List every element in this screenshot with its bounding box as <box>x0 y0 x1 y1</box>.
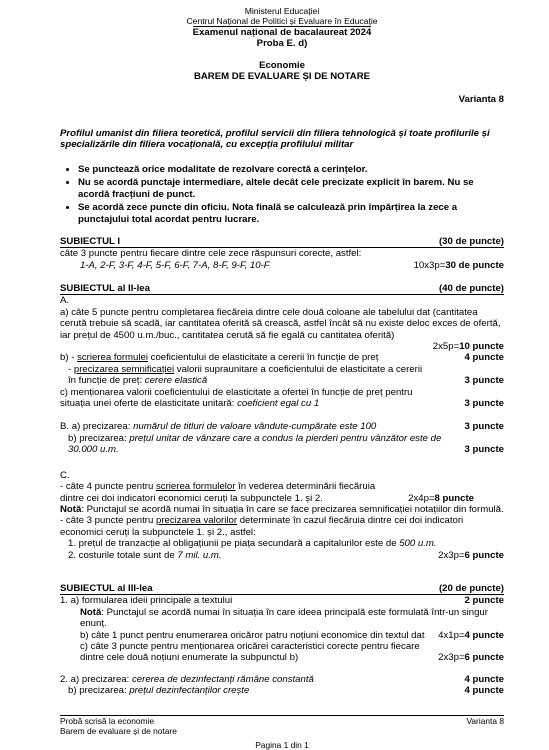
item-B-a-points: 3 puncte <box>464 421 504 433</box>
item-3-2b-row <box>60 685 504 696</box>
score-total: 8 puncte <box>434 492 474 504</box>
section-3-title: SUBIECTUL al III-lea <box>60 583 153 594</box>
item-3-1c-row <box>60 641 504 664</box>
text-part: scrierea formulelor <box>156 481 236 493</box>
item-3-2a-row <box>60 674 504 685</box>
section-1 <box>60 236 504 271</box>
text-part: b) precizarea: <box>68 432 130 444</box>
text-part: precizarea valorilor <box>156 515 238 527</box>
section-3 <box>60 583 504 697</box>
page-number: Pagina 1 din 1 <box>255 740 309 750</box>
item-a-text: a) câte 5 puncte pentru completarea fiecăreia dintre cele două coloane ale tabelului dat (cantitatea cerută trebuie să scadă, iar cantitatea oferită să crească, astfel încât să nu existe deloc exces de ofertă, iar prețul de 4500 u.m./buc., cantitatea cerută să fie egală cu cantitatea oferită) <box>60 306 501 341</box>
section-1-title: SUBIECTUL I <box>60 236 121 247</box>
item-b1-text <box>60 352 378 363</box>
text-part: prețul dezinfectanților crește <box>129 685 250 697</box>
document-page <box>60 0 504 750</box>
score-total: 6 puncte <box>464 652 504 664</box>
text-part: 2. costurile totale sunt de <box>68 549 178 561</box>
score-total: 30 de puncte <box>445 259 504 271</box>
item-C2-2 <box>68 550 222 561</box>
section-1-answers-row <box>60 260 504 271</box>
item-C1-row <box>60 481 504 504</box>
rule-item: • Nu se acordă punctaje intermediare, altele decât cele precizate explicit în barem. Nu se acordă fracțiuni de punct. <box>78 177 504 200</box>
item-3-2b-text <box>68 685 249 696</box>
text-part: în vederea determinării fiecăruia dintre cei doi indicatori economici ceruți la subpunctele 1. și 2. <box>60 481 376 504</box>
footer-row <box>60 716 504 736</box>
barem-title: BAREM DE EVALUARE ȘI DE NOTARE <box>193 71 371 83</box>
item-b1-row <box>60 352 504 363</box>
note-3 <box>60 607 504 630</box>
item-a-score <box>60 341 504 352</box>
item-c-text <box>60 387 440 410</box>
item-B-b-row <box>60 433 504 456</box>
page-footer <box>60 715 504 750</box>
score-calc: 10x3p= <box>413 259 446 271</box>
text-part: 2. a) precizarea: <box>60 673 132 685</box>
item-3-1b-score <box>438 630 504 641</box>
text-part: coeficientului de elasticitate a cererii în funcție de preț <box>147 352 379 364</box>
item-B-a-text <box>60 421 376 432</box>
center-name: Centrul Național de Politici și Evaluare în Educație <box>186 16 378 26</box>
item-C2-score <box>438 550 504 561</box>
item-3-1c-score <box>438 652 504 663</box>
footer-left-line-2: Barem de evaluare și de notare <box>60 726 177 736</box>
score-calc: 2x3p= <box>438 549 465 561</box>
exam-title: Examenul național de bacalaureat 2024 <box>192 27 372 38</box>
item-C1-score <box>408 493 474 504</box>
item-3-1c-text: c) câte 3 puncte pentru menționarea oricărei caracteristici corecte pentru fiecare dintre cele două noțiuni enumerate la subpunctul b) <box>80 641 420 664</box>
section-1-score <box>414 260 504 271</box>
item-B-a-row <box>60 421 504 432</box>
section-1-points: (30 de puncte) <box>438 236 504 247</box>
item-C2-1 <box>60 538 504 549</box>
section-2-points: (40 de puncte) <box>438 283 504 294</box>
section-1-answers: 1-A, 2-F, 3-F, 4-F, 5-F, 6-F, 7-A, 8-F, 9-F, 10-F <box>80 259 270 271</box>
subject-name: Economie <box>259 59 305 71</box>
section-3-header <box>60 583 504 595</box>
variant-label: Varianta 8 <box>458 93 504 105</box>
section-2-header <box>60 283 504 295</box>
text-part: c) menționarea valorii coeficientului de elasticitate a ofertei în funcție de preț pentru situația unei oferte de elasticitate unitară: <box>60 386 413 410</box>
text-part: 1. prețul de tranzacție al obligațiunii pe piața secundară a capitalurilor este de <box>68 538 400 550</box>
text-part: b) precizarea: <box>68 685 130 697</box>
text-part: - câte 3 puncte pentru <box>60 515 156 527</box>
item-c-row <box>60 387 504 410</box>
exam-proba: Proba E. d) <box>256 38 308 50</box>
item-C1-text <box>60 481 400 504</box>
footer-left <box>60 716 177 736</box>
item-3-1b-text: b) câte 1 punct pentru enumerarea oricăror patru noțiuni economice din textul dat <box>80 629 425 641</box>
score-calc: 2x3p= <box>438 652 465 664</box>
text-part: determinate în cazul fiecăruia dintre cei doi indicatori economici ceruți la subpunctele 1. și 2., astfel: <box>60 515 464 538</box>
text-part: cerere elastică <box>144 375 208 387</box>
text-part: coeficient egal cu 1 <box>237 398 320 410</box>
text-part: prețul unitar de vânzare care a condus la pierderi pentru vânzător este de 30.000 u.m. <box>68 432 442 456</box>
item-b2-text <box>60 364 428 387</box>
score-total: 6 puncte <box>464 549 504 561</box>
note-label: Notă <box>80 606 102 618</box>
item-c-points: 3 puncte <box>464 398 504 410</box>
item-b2-points: 3 puncte <box>464 375 504 387</box>
item-b1-points: 4 puncte <box>464 352 504 364</box>
note-1 <box>60 504 504 515</box>
item-3-2a-points: 4 puncte <box>464 673 504 685</box>
note-text: : Punctajul se acordă numai în situația în care ideea principală este formulată într-un singur enunț. <box>80 606 488 630</box>
item-3-1a-points: 2 puncte <box>464 595 504 607</box>
item-3-2a-text <box>60 674 314 685</box>
item-3-1a-row <box>60 595 504 606</box>
note-label: Notă <box>60 503 82 515</box>
text-part: b) - <box>60 352 78 364</box>
item-3-2b-points: 4 puncte <box>464 685 504 697</box>
footer-variant: Varianta 8 <box>466 716 504 726</box>
text-part: - <box>68 363 74 375</box>
part-c-label: C. <box>60 469 70 481</box>
footer-left-line-1: Probă scrisă la economie <box>60 716 155 726</box>
text-part: - câte 4 puncte pentru <box>60 481 156 493</box>
item-B-b-points: 3 puncte <box>464 444 504 456</box>
item-3-1a-text: 1. a) formularea ideii principale a textului <box>60 595 233 607</box>
text-part: valorii supraunitare a coeficientului de elasticitate a cererii în funcție de preț: <box>68 363 423 387</box>
score-total: 10 puncte <box>459 341 504 353</box>
score-total: 4 puncte <box>464 629 504 641</box>
section-1-intro: câte 3 puncte pentru fiecare dintre cele zece răspunsuri corecte, astfel: <box>60 248 362 260</box>
score-calc: 2x4p= <box>408 492 435 504</box>
text-part: precizarea semnificației <box>73 363 175 375</box>
rules-list <box>60 164 504 227</box>
rule-item: • Se acordă zece puncte din oficiu. Nota finală se calculează prin împărțirea la zece a punctajului total acordat pentru lucrare. <box>78 202 504 225</box>
item-C2-text <box>60 515 504 538</box>
text-part: cererea de dezinfectanți rămâne constantă <box>132 673 314 685</box>
section-3-points: (20 de puncte) <box>438 583 504 594</box>
rule-item: • Se punctează orice modalitate de rezolvare corectă a cerințelor. <box>78 164 504 175</box>
part-a-label: A. <box>60 295 70 307</box>
item-b2-row <box>60 364 504 387</box>
section-2-title: SUBIECTUL al II-lea <box>60 283 150 294</box>
profile-text: Profilul umanist din filiera teoretică, profilul servicii din filiera tehnologică și toate profilurile și specializările din filiera vocațională, cu excepția profilului militar <box>60 128 490 151</box>
text-part: B. a) precizarea: <box>60 421 134 433</box>
section-1-header <box>60 236 504 248</box>
text-part: 500 u.m. <box>399 538 437 550</box>
header <box>60 6 504 105</box>
score-calc: 4x1p= <box>438 629 465 641</box>
text-part: scrierea formulei <box>77 352 148 364</box>
ministry-name: Ministerul Educației <box>244 6 320 16</box>
item-3-1b-row <box>60 630 504 641</box>
item-C2-2-row <box>60 550 504 561</box>
item-B-b-text <box>60 433 448 456</box>
text-part: 7 mil. u.m. <box>177 549 222 561</box>
section-2 <box>60 283 504 561</box>
score-calc: 2x5p= <box>432 341 460 353</box>
note-text: : Punctajul se acordă numai în situația în care se face precizarea semnificației notațiilor din formulă. <box>81 503 504 515</box>
text-part: numărul de titluri de valoare vândute-cumpărate este 100 <box>133 421 377 433</box>
